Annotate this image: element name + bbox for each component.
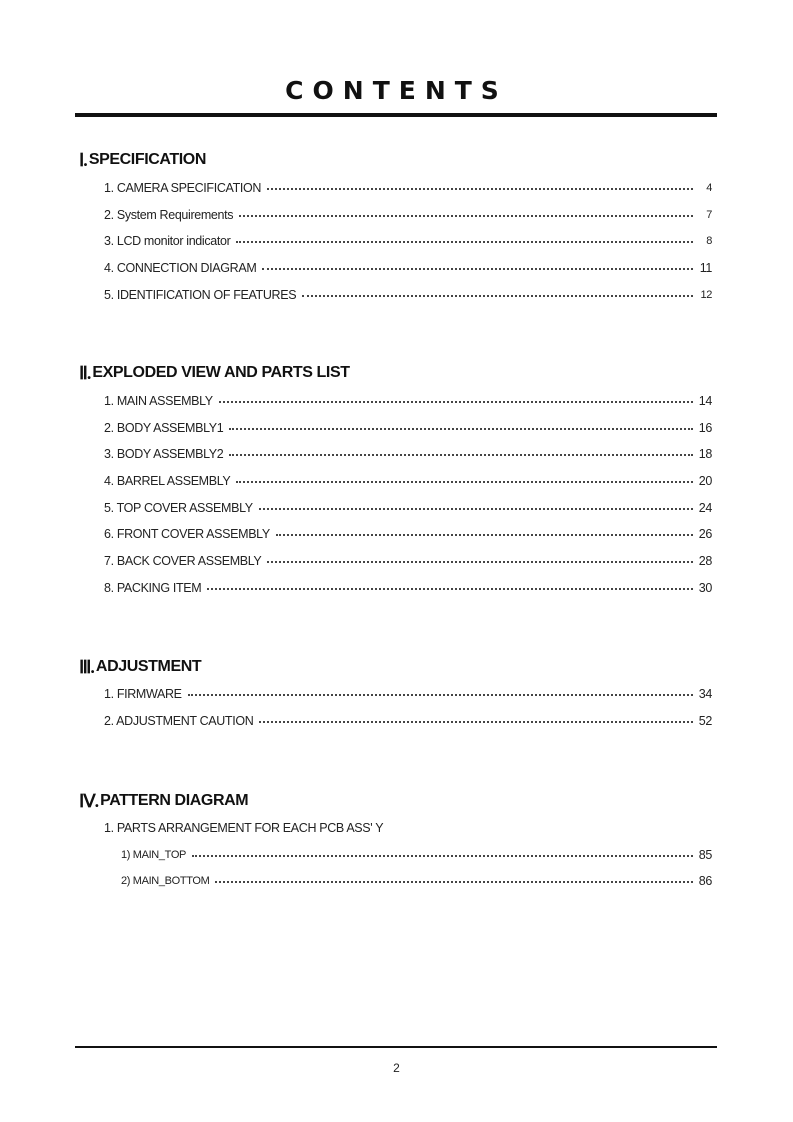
- section-numeral: Ⅰ.: [79, 149, 87, 170]
- toc-entry[interactable]: [104, 205, 712, 225]
- dot-leader: [262, 268, 693, 270]
- dot-leader: [229, 428, 693, 430]
- toc-entry-page: 28: [698, 554, 712, 568]
- toc-entry-label: 2. BODY ASSEMBLY1: [104, 421, 224, 435]
- section-title: EXPLODED VIEW AND PARTS LIST: [92, 364, 350, 381]
- toc-entry[interactable]: [104, 551, 712, 571]
- toc-entry[interactable]: [104, 178, 712, 198]
- toc-subentry[interactable]: [121, 871, 712, 891]
- section-title: SPECIFICATION: [88, 151, 206, 168]
- section-numeral: Ⅱ.: [79, 362, 91, 383]
- toc-entry-page: 11: [699, 261, 712, 275]
- toc-entry[interactable]: [104, 231, 712, 251]
- dot-leader: [236, 241, 693, 243]
- section-title: ADJUSTMENT: [95, 658, 202, 675]
- bottom-divider: [75, 1046, 717, 1048]
- toc-entry-page: 52: [698, 714, 712, 728]
- dot-leader: [276, 534, 693, 536]
- toc-entry-label: 8. PACKING ITEM: [104, 581, 202, 595]
- section-numeral: Ⅲ.: [79, 656, 94, 677]
- toc-entry-page: 30: [698, 581, 712, 595]
- toc-entry-label: 3. BODY ASSEMBLY2: [104, 447, 224, 461]
- page-number: 2: [393, 1061, 400, 1075]
- toc-entry-label: 1. CAMERA SPECIFICATION: [104, 181, 262, 195]
- dot-leader: [215, 881, 693, 883]
- toc-entry-label: 4. CONNECTION DIAGRAM: [104, 261, 257, 275]
- toc-entry-page: 34: [698, 687, 712, 701]
- toc-entry[interactable]: [104, 391, 712, 411]
- dot-leader: [192, 855, 693, 857]
- toc-entry-page: 14: [698, 394, 712, 408]
- section-heading: [79, 362, 350, 384]
- toc-entry[interactable]: [104, 524, 712, 544]
- toc-entry[interactable]: [104, 444, 712, 464]
- toc-entry-page: 8: [706, 235, 712, 247]
- dot-leader: [207, 588, 693, 590]
- toc-entry[interactable]: [104, 285, 712, 305]
- section-numeral: Ⅳ.: [79, 790, 99, 811]
- top-divider: [75, 113, 717, 117]
- dot-leader: [267, 188, 693, 190]
- dot-leader: [229, 454, 693, 456]
- dot-leader: [219, 401, 693, 403]
- toc-entry-page: 7: [706, 209, 712, 221]
- toc-entry-page: 12: [700, 289, 712, 301]
- toc-entry[interactable]: [104, 498, 712, 518]
- toc-entry-page: 26: [698, 527, 712, 541]
- toc-entry-label: 5. IDENTIFICATION OF FEATURES: [104, 288, 297, 302]
- dot-leader: [259, 721, 693, 723]
- dot-leader: [239, 215, 693, 217]
- toc-entry[interactable]: [104, 258, 712, 278]
- toc-entry-label: 1. PARTS ARRANGEMENT FOR EACH PCB ASS' Y: [104, 821, 384, 835]
- toc-entry-page: 4: [706, 182, 712, 194]
- toc-entry-label: 6. FRONT COVER ASSEMBLY: [104, 527, 270, 541]
- section-title: PATTERN DIAGRAM: [100, 792, 249, 809]
- toc-entry-label: 2. ADJUSTMENT CAUTION: [104, 714, 254, 728]
- toc-entry-label: 4. BARREL ASSEMBLY: [104, 474, 231, 488]
- toc-entry[interactable]: [104, 578, 712, 598]
- toc-entry-label: 7. BACK COVER ASSEMBLY: [104, 554, 262, 568]
- dot-leader: [267, 561, 693, 563]
- toc-entry[interactable]: [104, 418, 712, 438]
- toc-entry-page: 24: [698, 501, 712, 515]
- toc-entry-label: 1. MAIN ASSEMBLY: [104, 394, 213, 408]
- toc-entry-label: 3. LCD monitor indicator: [104, 234, 231, 248]
- toc-entry-page: 18: [698, 447, 712, 461]
- toc-entry-label: 2. System Requirements: [104, 208, 234, 222]
- toc-entry-label: 5. TOP COVER ASSEMBLY: [104, 501, 253, 515]
- dot-leader: [188, 694, 693, 696]
- toc-entry-page: 16: [698, 421, 712, 435]
- toc-entry-page: 85: [698, 848, 712, 862]
- toc-entry-label: 1) MAIN_TOP: [121, 849, 187, 861]
- toc-entry-label: 2) MAIN_BOTTOM: [121, 875, 210, 887]
- page-title: CONTENTS: [285, 76, 508, 105]
- dot-leader: [259, 508, 693, 510]
- toc-entry-page: 86: [698, 874, 712, 888]
- section-heading: [79, 149, 206, 171]
- section-heading: [79, 656, 201, 678]
- toc-entry[interactable]: [104, 471, 712, 491]
- section-heading: [79, 790, 248, 812]
- dot-leader: [302, 295, 693, 297]
- toc-entry[interactable]: [104, 711, 712, 731]
- toc-entry[interactable]: [104, 684, 712, 704]
- dot-leader: [236, 481, 693, 483]
- toc-entry[interactable]: [104, 818, 712, 838]
- toc-entry-page: 20: [698, 474, 712, 488]
- toc-subentry[interactable]: [121, 845, 712, 865]
- toc-entry-label: 1. FIRMWARE: [104, 687, 182, 701]
